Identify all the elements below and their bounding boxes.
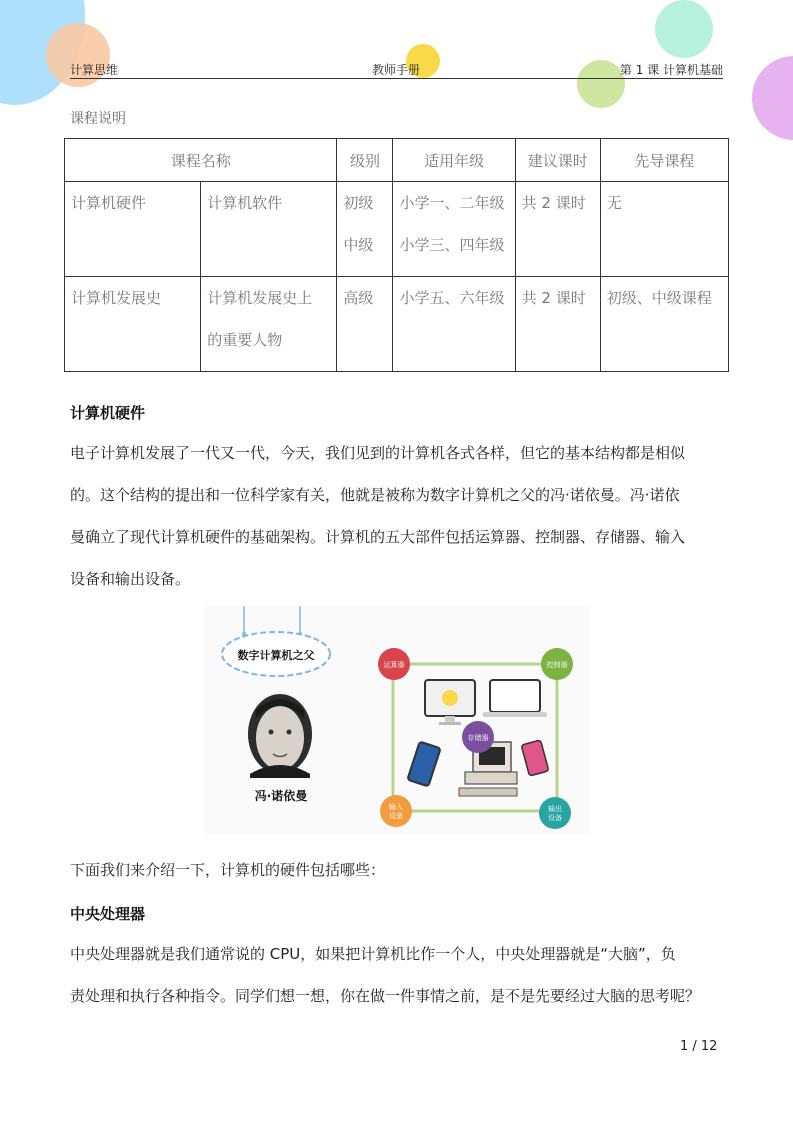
table-cell xyxy=(201,277,337,372)
table-header-cell: 级别 xyxy=(337,139,393,182)
course-table xyxy=(64,138,729,372)
header-right: 第 1 课 计算机基础 xyxy=(619,63,723,77)
header-left: 计算思维 xyxy=(70,63,119,77)
person-name: 冯·诺依曼 xyxy=(254,789,308,803)
table-cell xyxy=(515,182,600,277)
header-center: 教师手册 xyxy=(372,63,421,77)
input-node xyxy=(380,795,412,827)
cell-text: 计算机硬件 xyxy=(71,194,147,212)
output-node-label-bottom: 设备 xyxy=(548,814,562,822)
hardware-paragraph xyxy=(70,432,722,600)
cell-text: 计算机软件 xyxy=(207,194,283,212)
cell-text: 小学三、四年级 xyxy=(399,236,505,254)
phone-icon xyxy=(521,740,549,776)
hardware-heading: 计算机硬件 xyxy=(70,404,146,422)
table-cell xyxy=(337,182,393,277)
cell-text: 小学五、六年级 xyxy=(399,289,505,307)
alu-node xyxy=(378,648,410,680)
cell-text: 高级 xyxy=(343,289,374,307)
cell-text: 初级 xyxy=(343,194,374,212)
input-node-label-top: 输入 xyxy=(389,803,403,811)
svg-text:控制器: 控制器 xyxy=(546,661,568,669)
control-node xyxy=(541,648,573,680)
figure-illustration xyxy=(203,606,590,834)
cpu-heading: 中央处理器 xyxy=(70,905,146,923)
cell-text: 中级 xyxy=(343,236,374,254)
page-number: 1 / 12 xyxy=(680,1039,718,1054)
cell-text: 无 xyxy=(606,194,622,212)
table-cell xyxy=(393,182,515,277)
table-cell xyxy=(201,182,337,277)
table-cell xyxy=(600,182,728,277)
paragraph-line: 的。这个结构的提出和一位科学家有关，他就是被称为数字计算机之父的冯·诺依曼。冯·诺依 xyxy=(70,486,680,504)
laptop-icon xyxy=(483,680,547,717)
table-header-cell: 先导课程 xyxy=(600,139,728,182)
output-node xyxy=(539,797,571,829)
table-cell xyxy=(600,277,728,372)
cell-text: 的重要人物 xyxy=(207,331,283,349)
table-row xyxy=(65,277,729,372)
course-section-label: 课程说明 xyxy=(70,111,126,127)
decor-circle-mint xyxy=(655,0,713,58)
paragraph-line: 电子计算机发展了一代又一代，今天，我们见到的计算机各式各样，但它的基本结构都是相似 xyxy=(70,444,686,462)
cell-text: 计算机发展史 xyxy=(71,289,162,307)
table-cell xyxy=(393,277,515,372)
svg-text:运算器: 运算器 xyxy=(383,661,405,669)
cloud-label: 数字计算机之父 xyxy=(237,649,315,662)
imac-icon xyxy=(425,680,475,725)
table-header-cell: 适用年级 xyxy=(393,139,515,182)
cell-text: 共 2 课时 xyxy=(521,194,586,212)
portrait-icon xyxy=(248,694,312,778)
table-cell xyxy=(515,277,600,372)
input-node-label-bottom: 设备 xyxy=(389,812,403,820)
cell-text: 初级、中级课程 xyxy=(606,289,712,307)
table-header-row xyxy=(65,139,729,182)
intro-line: 下面我们来介绍一下，计算机的硬件包括哪些： xyxy=(70,861,386,879)
decor-circle-purple xyxy=(752,56,793,140)
cell-text: 小学一、二年级 xyxy=(399,194,505,212)
memory-node xyxy=(462,721,494,753)
cell-text: 计算机发展史上 xyxy=(207,289,313,307)
table-header-cell: 建议课时 xyxy=(515,139,600,182)
paragraph-line: 责处理和执行各种指令。同学们想一想，你在做一件事情之前，是不是先要经过大脑的思考呢？ xyxy=(70,987,701,1005)
svg-text:存储器: 存储器 xyxy=(467,734,489,742)
table-row xyxy=(65,182,729,277)
paragraph-line: 设备和输出设备。 xyxy=(70,570,191,588)
paragraph-line: 中央处理器就是我们通常说的 CPU，如果把计算机比作一个人，中央处理器就是“大脑”，负 xyxy=(70,945,676,963)
paragraph-line: 曼确立了现代计算机硬件的基础架构。计算机的五大部件包括运算器、控制器、存储器、输入 xyxy=(70,528,686,546)
von-neumann-figure xyxy=(203,606,590,834)
desktop-pc-icon xyxy=(459,742,517,796)
output-node-label-top: 输出 xyxy=(548,805,562,813)
page-header xyxy=(70,58,723,79)
cell-text: 共 2 课时 xyxy=(521,289,586,307)
tablet-icon xyxy=(407,742,440,787)
table-cell xyxy=(337,277,393,372)
table-header-cell: 课程名称 xyxy=(65,139,337,182)
cpu-paragraph xyxy=(70,933,722,1017)
table-cell xyxy=(65,277,201,372)
table-cell xyxy=(65,182,201,277)
